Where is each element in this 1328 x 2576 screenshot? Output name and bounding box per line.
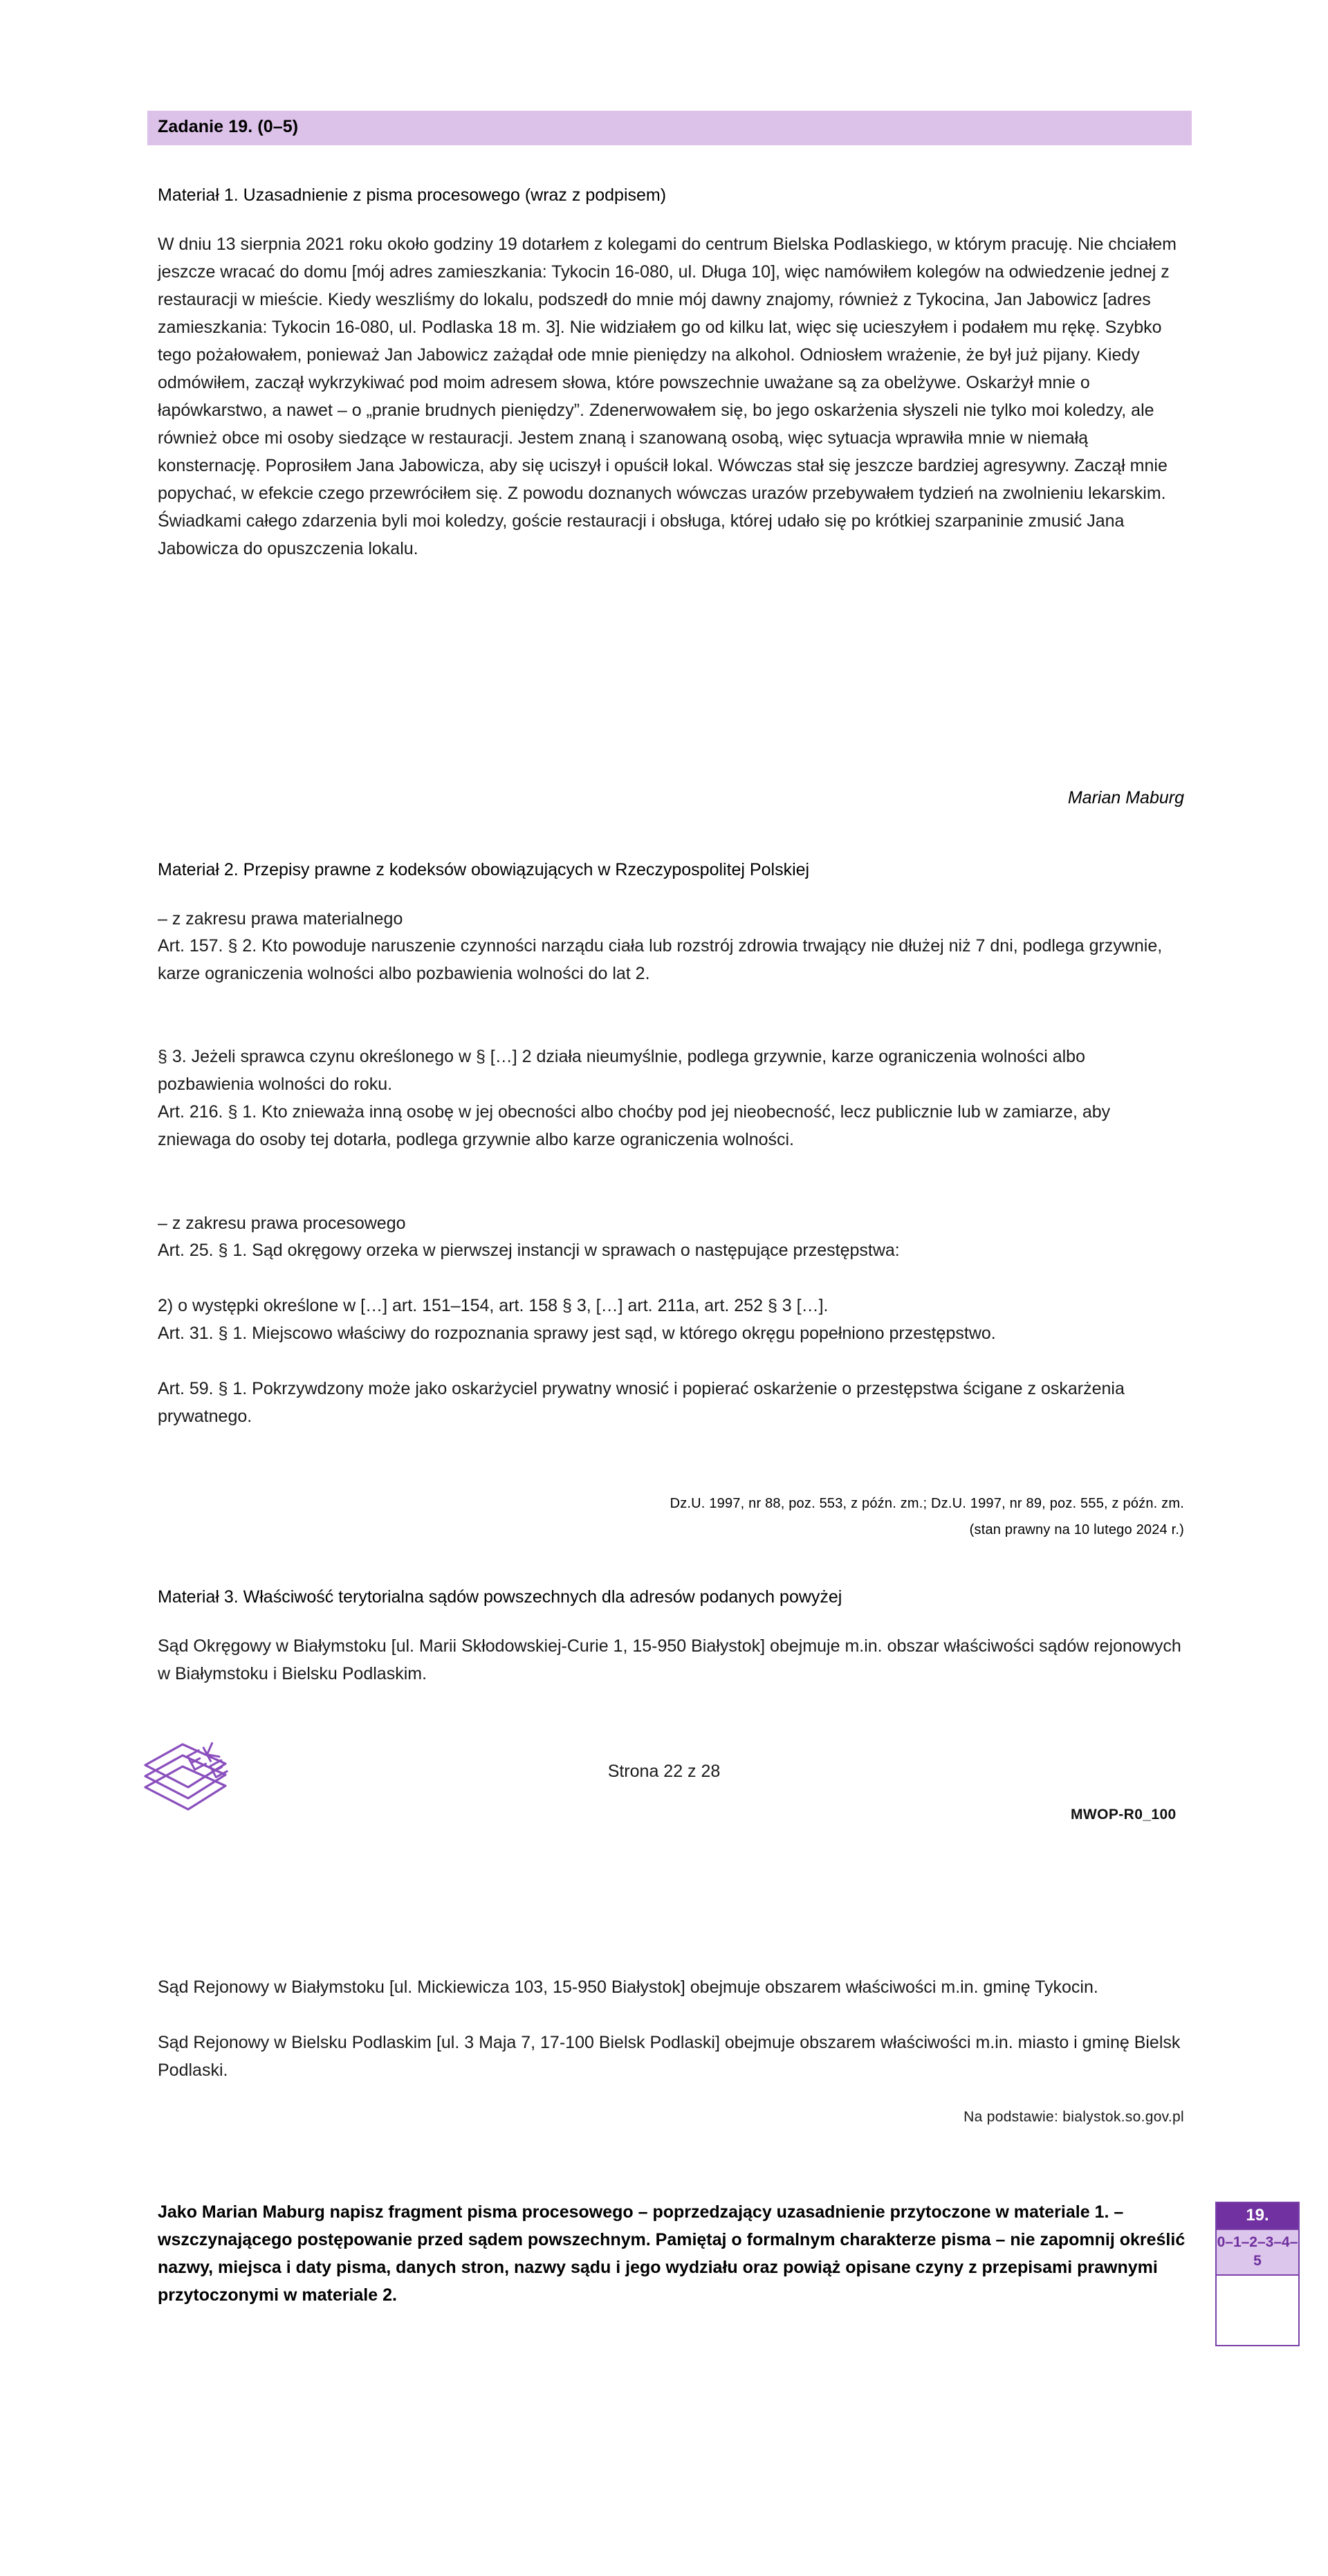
exam-sheet-page-23 [0, 1896, 1328, 2576]
material-3-paragraph-1: Sąd Okręgowy w Białymstoku [ul. Marii Skłodowskiej-Curie 1, 15-950 Białystok] obejmuje m.in. obszar właściwości sądów rejonowych w Białymstoku i Bielsku Podlaskim. [158, 1636, 1181, 1683]
score-box [1215, 2202, 1300, 2346]
material-3-label: Materiał 3. Właściwość terytorialna sądów powszechnych dla adresów podanych powyżej [158, 1587, 842, 1607]
score-box-task-number: 19. [1217, 2203, 1298, 2230]
material-2-source-line-1: Dz.U. 1997, nr 88, poz. 553, z późn. zm.; Dz.U. 1997, nr 89, poz. 555, z późn. zm. [670, 1496, 1184, 1511]
task-instruction: Jako Marian Maburg napisz fragment pisma procesowego – poprzedzający uzasadnienie przytoczone w materiale 1. – wszczynającego postępowanie przed sądem powszechnym. Pamiętaj o formalnym charakterze pisma – nie zapomnij określić nazwy, miejsca i daty pisma, danych stron, nazwy sądu i jego wydziału oraz powiąż opisane czyny z przepisami prawnymi przytoczonymi w materiale 2. [158, 2202, 1186, 2305]
material-1-body: W dniu 13 sierpnia 2021 roku około godziny 19 dotarłem z kolegami do centrum Bielska Podlaskiego, w którym pracuję. Nie chciałem jeszcze wracać do domu [mój adres zamieszkania: Tykocin 16-080, ul. Długa 10], więc namówiłem kolegów na odwiedzenie jednej z restauracji w mieście. Kiedy weszliśmy do lokalu, podszedł do mnie mój dawny znajomy, również z Tykocina, Jan Jabowicz [adres zamieszkania: Tykocin 16-080, ul. Podlaska 18 m. 3]. Nie widziałem go od kilku lat, więc się ucieszyłem i podałem mu rękę. Szybko tego pożałowałem, ponieważ Jan Jabowicz zażądał ode mnie pieniędzy na alkohol. Odniosłem wrażenie, że był już pijany. Kiedy odmówiłem, zaczął wykrzykiwać pod moim adresem słowa, które powszechnie uważane są za obelżywe. Oskarżył mnie o łapówkarstwo, a nawet – o „pranie brudnych pieniędzy”. Zdenerwowałem się, bo jego oskarżenia słyszeli nie tylko moi koledzy, ale również obce mi osoby siedzące w restauracji. Jestem znaną i szanowaną osobą, więc sytuacja wprawiła mnie w niemałą konsternację. Poprosiłem Jana Jabowicza, aby się uciszył i opuścił lokal. Wówczas stał się jeszcze bardziej agresywny. Zaczął mnie popychać, w efekcie czego przewróciłem się. Z powodu doznanych wówczas urazów przebywałem tydzień na zwolnieniu lekarskim. Świadkami całego zdarzenia byli moi koledzy, goście restauracji i obsługa, której udało się po krótkiej szarpaninie zmusić Jana Jabowicza do opuszczenia lokalu. [158, 235, 1177, 558]
sheet-code: MWOP-R0_100 [1071, 1807, 1177, 1823]
score-box-entry-field[interactable] [1217, 2276, 1298, 2345]
material-2-source-line-2: (stan prawny na 10 lutego 2024 r.) [969, 1522, 1184, 1537]
material-2-procedural-heading: – z zakresu prawa procesowego [158, 1214, 406, 1233]
material-2-substantive-heading: – z zakresu prawa materialnego [158, 909, 403, 929]
material-2-article-25-item2: 2) o występki określone w […] art. 151–154, art. 158 § 3, […] art. 211a, art. 252 § 3 […]. [158, 1296, 829, 1315]
score-box-point-scale: 0–1–2–3–4–5 [1217, 2230, 1298, 2276]
task-title: Zadanie 19. (0–5) [158, 117, 299, 136]
material-1-label: Materiał 1. Uzasadnienie z pisma procesowego (wraz z podpisem) [158, 185, 667, 205]
material-3-paragraph-2: Sąd Rejonowy w Białymstoku [ul. Mickiewicza 103, 15-950 Białystok] obejmuje obszarem właściwości m.in. gminę Tykocin. [158, 1977, 1098, 1997]
material-2-label: Materiał 2. Przepisy prawne z kodeksów obowiązujących w Rzeczypospolitej Polskiej [158, 860, 810, 879]
material-2-article-25: Art. 25. § 1. Sąd okręgowy orzeka w pierwszej instancji w sprawach o następujące przestępstwa: [158, 1241, 900, 1260]
material-3-source: Na podstawie: bialystok.so.gov.pl [963, 2109, 1184, 2125]
material-3-paragraph-3: Sąd Rejonowy w Bielsku Podlaskim [ul. 3 Maja 7, 17-100 Bielsk Podlaski] obejmuje obszarem właściwości m.in. miasto i gminę Bielsk Podlaski. [158, 2033, 1181, 2080]
material-2-article-157-par3: § 3. Jeżeli sprawca czynu określonego w § […] 2 działa nieumyślnie, podlega grzywnie, karze ograniczenia wolności albo pozbawienia wolności do roku. [158, 1047, 1085, 1094]
material-2-article-157: Art. 157. § 2. Kto powoduje naruszenie czynności narządu ciała lub rozstrój zdrowia trwający nie dłużej niż 7 dni, podlega grzywnie, karze ograniczenia wolności albo pozbawienia wolności do lat 2. [158, 936, 1163, 983]
material-2-article-31: Art. 31. § 1. Miejscowo właściwy do rozpoznania sprawy jest sąd, w którego okręgu popełniono przestępstwo. [158, 1324, 996, 1343]
material-2-article-216: Art. 216. § 1. Kto znieważa inną osobę w jej obecności albo choćby pod jej nieobecność, lecz publicznie lub w zamiarze, aby zniewaga do osoby tej dotarła, podlega grzywnie albo karze ograniczenia wolności. [158, 1102, 1111, 1149]
task-header-band [147, 111, 1192, 145]
material-2-article-59: Art. 59. § 1. Pokrzywdzony może jako oskarżyciel prywatny wnosić i popierać oskarżenie o przestępstwa ścigane z oskarżenia prywatnego. [158, 1379, 1125, 1426]
cke-logo [137, 1733, 234, 1830]
material-1-signature: Marian Maburg [1067, 788, 1184, 807]
page-number-footer: Strona 22 z 28 [607, 1762, 721, 1781]
